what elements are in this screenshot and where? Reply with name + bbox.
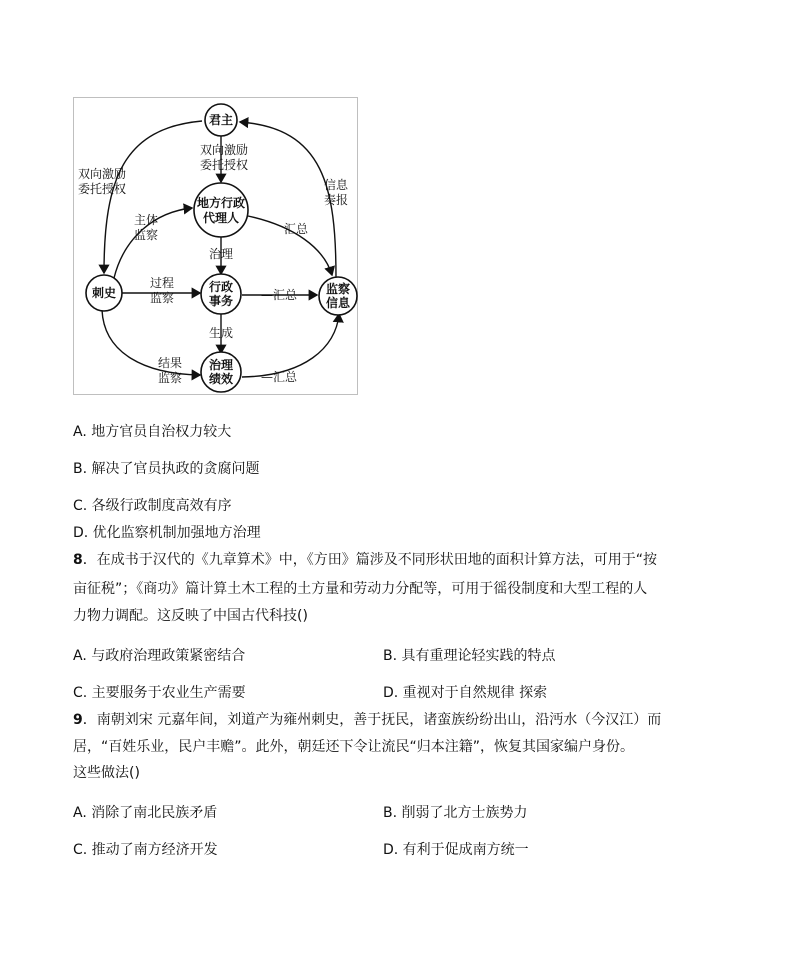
arrow-jixiao-jiancha [242, 314, 339, 377]
node-jiancha-label1: 监察 [325, 282, 351, 296]
q8-stem-line1 [73, 550, 657, 570]
node-dailiren-label1: 地方行政 [196, 196, 246, 210]
label-huizong-2: —汇总 [260, 288, 298, 302]
label-zhuti-2: 监察 [133, 228, 159, 242]
q8-text-line1: ．在成书于汉代的《九章算术》中，《方田》篇涉及不同形状田地的面积计算方法，可用于“按 [82, 552, 658, 568]
q8-option-c: C. 主要服务于农业生产需要 [73, 685, 246, 701]
q8-option-d: D. 重视对于自然规律 探索 [383, 685, 548, 701]
label-top-2: 委托授权 [199, 158, 249, 172]
q8-number: 8 [73, 552, 83, 568]
label-zhuti-1: 主体 [133, 213, 159, 227]
node-dailiren-label2: 代理人 [202, 211, 240, 225]
label-jieguo-2: 监察 [157, 371, 183, 385]
q9-text-line1: ．南朝刘宋 元嘉年间，刘道产为雍州刺史，善于抚民，诸蛮族纷纷出山，沿沔水（今汉江）而 [82, 712, 662, 728]
q7-option-c: C. 各级行政制度高效有序 [73, 498, 232, 514]
label-info-1: 信息 [323, 178, 349, 192]
q8-option-a: A. 与政府治理政策紧密结合 [73, 648, 246, 664]
diagram-svg [74, 98, 359, 396]
label-left-1: 双向激励 [77, 167, 127, 181]
q9-stem-line2: 居，“百姓乐业，民户丰赡”。此外，朝廷还下令让流民“归本注籍”，恢复其国家编户身份。 [73, 739, 635, 755]
label-huizong-3: —汇总 [260, 370, 298, 384]
label-guocheng-2: 监察 [149, 291, 175, 305]
node-jixiao-label1: 治理 [208, 358, 234, 372]
node-dailiren [194, 183, 248, 237]
label-jieguo-1: 结果 [157, 356, 183, 370]
q8-stem-line2: 亩征税”；《商功》篇计算土木工程的土方量和劳动力分配等，可用于徭役制度和大型工程的人 [73, 581, 648, 597]
q8-option-b: B. 具有重理论轻实践的特点 [383, 648, 556, 664]
q9-stem-line1 [73, 710, 661, 730]
arrow-cishi-jixiao [102, 310, 200, 375]
label-huizong-1: 汇总 [283, 222, 309, 236]
q8-stem-line3: 力物力调配。这反映了中国古代科技() [73, 608, 308, 624]
label-left-2: 委托授权 [77, 182, 127, 196]
q7-option-b: B. 解决了官员执政的贪腐问题 [73, 461, 260, 477]
governance-diagram [73, 97, 358, 395]
node-junzhu-label: 君主 [208, 113, 234, 127]
label-guocheng-1: 过程 [149, 276, 175, 290]
node-jixiao-label2: 绩效 [208, 372, 234, 386]
q9-stem-line3: 这些做法() [73, 765, 140, 781]
node-cishi-label: 刺史 [91, 286, 117, 300]
q9-option-a: A. 消除了南北民族矛盾 [73, 805, 218, 821]
node-jiancha-label2: 信息 [325, 296, 351, 310]
arrow-junzhu-cishi [104, 121, 202, 273]
node-xingzheng-label2: 事务 [208, 294, 234, 308]
label-top-1: 双向激励 [199, 143, 249, 157]
label-shengcheng: 生成 [208, 326, 234, 340]
q9-option-c: C. 推动了南方经济开发 [73, 842, 218, 858]
q9-number: 9 [73, 712, 83, 728]
label-info-2: 奏报 [323, 193, 349, 207]
q9-option-b: B. 削弱了北方士族势力 [383, 805, 528, 821]
q9-option-d: D. 有利于促成南方统一 [383, 842, 529, 858]
node-xingzheng-label1: 行政 [208, 280, 234, 294]
q7-option-a: A. 地方官员自治权力较大 [73, 424, 232, 440]
q7-option-d: D. 优化监察机制加强地方治理 [73, 525, 261, 541]
label-zhili: 治理 [208, 247, 234, 261]
